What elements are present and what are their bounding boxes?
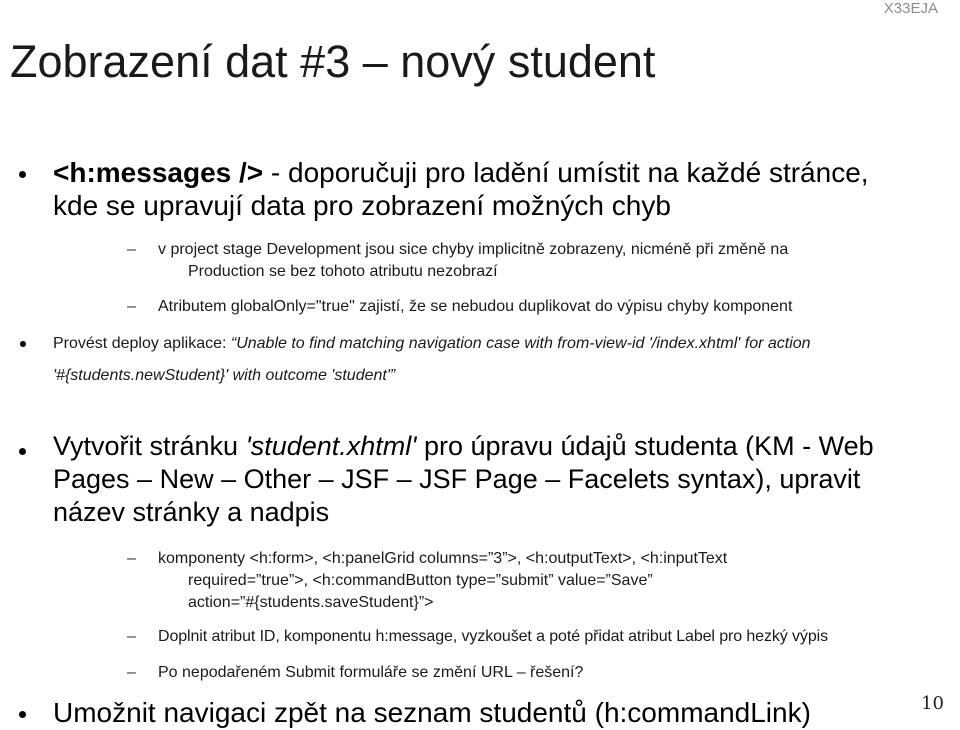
bullet-3-line-3: název stránky a nadpis (53, 497, 330, 527)
bullet-1-line-1 (53, 156, 869, 189)
deploy-error-line-1: “Unable to find matching navigation case with from-view-id '/index.xhtml' for action (230, 335, 811, 352)
bullet-3-line-2: Pages – New – Other – JSF – JSF Page – Facelets syntax), upravit (53, 464, 861, 494)
bullet-1-sub-2: Atributem globalOnly="true" zajistí, že se nebudou duplikovat do výpisu chyby komponent (158, 298, 793, 315)
sub-dash: – (127, 550, 136, 567)
bullet-2-dot (20, 341, 26, 347)
sub-dash: – (127, 664, 136, 681)
bullet-3-prefix: Vytvořit stránku (53, 431, 246, 461)
bullet-4-dot (19, 711, 26, 718)
slide-title: Zobrazení dat #3 – nový student (10, 36, 656, 87)
bullet-1-rest: - doporučuji pro ladění umístit na každé stránce, (263, 157, 869, 188)
bullet-2-line-1 (53, 333, 811, 355)
sub-dash: – (127, 298, 136, 315)
student-xhtml-file: 'student.xhtml' (245, 431, 417, 461)
bullet-3-sub-1-line-1: komponenty <h:form>, <h:panelGrid columns=”3”>, <h:outputText>, <h:inputText (158, 550, 728, 567)
bullet-3-dot (19, 448, 26, 455)
sub-dash: – (127, 241, 136, 258)
bullet-3-line-1 (53, 430, 874, 463)
bullet-1-sub-1-line-1: v project stage Development jsou sice chyby implicitně zobrazeny, nicméně při změně na (158, 241, 789, 258)
bullet-4-text: Umožnit navigaci zpět na seznam studentů (h:commandLink) (53, 697, 811, 728)
messages-tag: <h:messages /> (53, 157, 264, 188)
deploy-prefix: Provést deploy aplikace: (53, 335, 231, 352)
bullet-1-dot (19, 171, 26, 178)
bullet-3-rest: pro úpravu údajů studenta (KM - Web (416, 431, 874, 461)
bullet-3-sub-3: Po nepodařeném Submit formuláře se změní URL – řešení? (158, 664, 584, 681)
course-code: X33EJA (883, 0, 938, 17)
bullet-1-line-2: kde se upravují data pro zobrazení možných chyb (53, 190, 671, 221)
bullet-3-sub-1-line-3: action=”#{students.saveStudent}”> (188, 594, 434, 611)
sub-dash: – (127, 628, 136, 645)
deploy-error-line-2: '#{students.newStudent}' with outcome 'student'” (53, 367, 396, 384)
bullet-3-sub-2: Doplnit atribut ID, komponentu h:message, vyzkoušet a poté přidat atribut Label pro hezký výpis (158, 628, 828, 645)
page-number: 10 (921, 693, 944, 714)
bullet-3-sub-1-line-2: required=”true”>, <h:commandButton type=”submit” value=”Save” (188, 572, 653, 589)
bullet-1-sub-1-line-2: Production se bez tohoto atributu nezobrazí (188, 263, 498, 280)
